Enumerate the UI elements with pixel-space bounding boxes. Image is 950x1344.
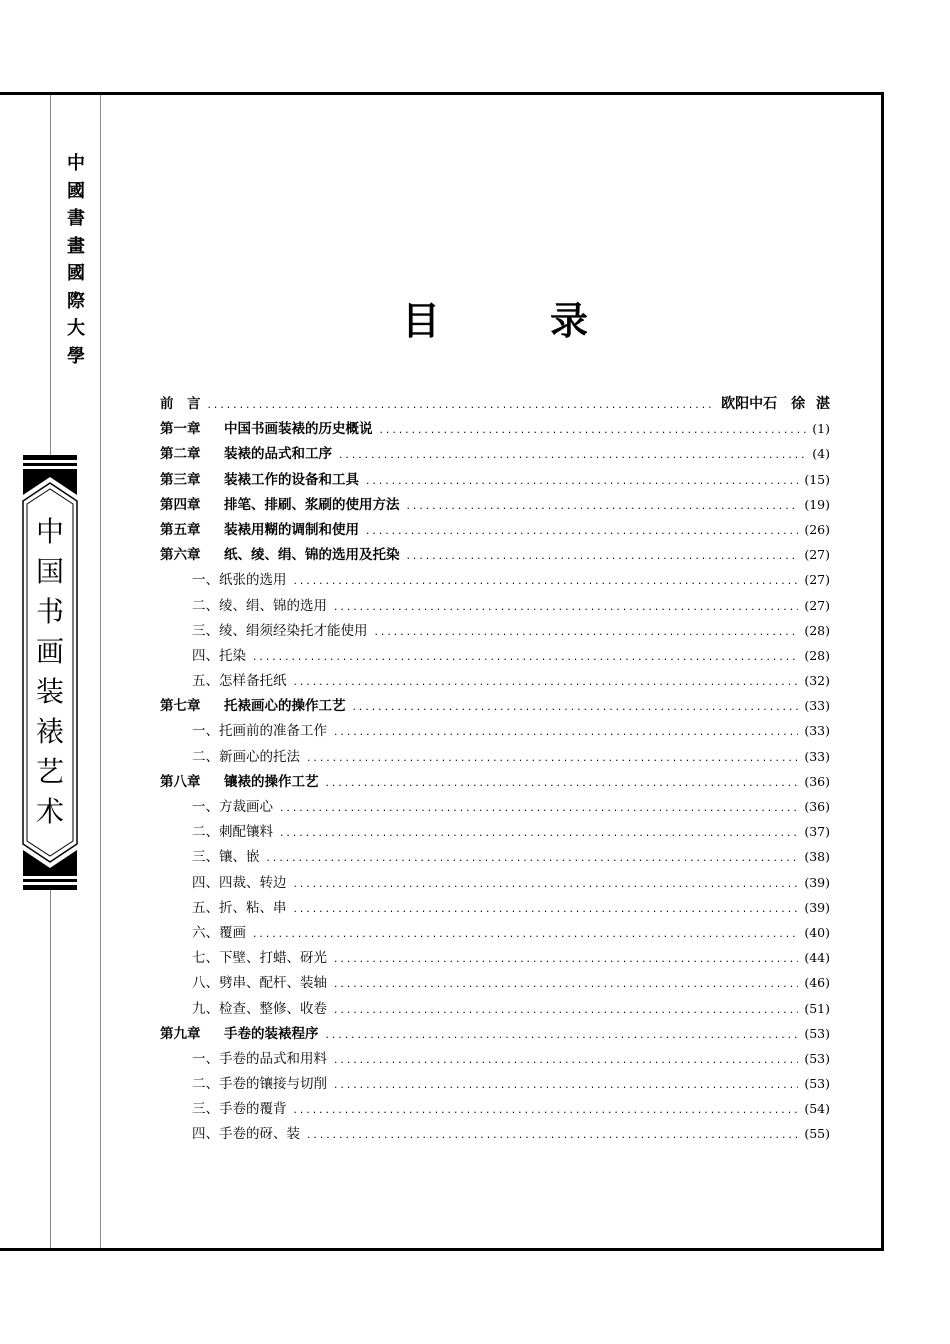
- spine-char: 國: [67, 180, 85, 202]
- toc-page-number: (39): [804, 899, 830, 915]
- spine-char: 國: [67, 263, 85, 284]
- toc-section-row: [160, 971, 830, 996]
- toc-leader-dots: [374, 628, 799, 638]
- toc-leader-dots: [333, 1006, 798, 1016]
- toc-leader-dots: [338, 451, 806, 461]
- toc-entry-title: 二、手卷的镶接与切削: [192, 1076, 327, 1093]
- emblem-char: 国: [35, 555, 64, 588]
- toc-page-number: (26): [804, 521, 830, 537]
- toc-section-row: [160, 745, 830, 770]
- toc-chapter-number: 第七章: [160, 698, 201, 715]
- toc-entry-title: 装裱用糊的调制和使用: [224, 521, 359, 538]
- toc-page-number: (27): [804, 572, 830, 588]
- toc-page-number: (33): [804, 723, 830, 739]
- toc-entry-title: 一、托画前的准备工作: [192, 723, 327, 740]
- spine-emblem: [20, 455, 80, 890]
- toc-section-row: [160, 719, 830, 744]
- toc-leader-dots: [333, 603, 798, 613]
- toc-page-number: (46): [804, 975, 830, 991]
- spine-char: 大: [67, 318, 85, 339]
- toc-chapter-number: 前 言: [160, 396, 201, 412]
- toc-section-row: [160, 845, 830, 870]
- emblem-char: 画: [35, 635, 64, 668]
- toc-chapter-row: [160, 493, 830, 518]
- toc-chapter-number: 第八章: [160, 773, 201, 790]
- toc-chapter-number: 第二章: [160, 446, 201, 463]
- toc-page-number: (27): [804, 547, 830, 563]
- toc-page-number: (54): [804, 1101, 830, 1117]
- toc-page-number: (51): [804, 1000, 830, 1016]
- toc-chapter-number: 第九章: [160, 1025, 201, 1042]
- toc-entry-title: 二、绫、绢、锦的选用: [192, 597, 327, 614]
- toc-entry-title: 一、方裁画心: [192, 799, 273, 815]
- toc-entry-title: 中国书画装裱的历史概说: [224, 421, 373, 438]
- toc-chapter-number: 第四章: [160, 496, 201, 513]
- toc-leader-dots: [406, 502, 799, 512]
- toc-page-number: (53): [804, 1025, 830, 1041]
- toc-chapter-row: [160, 442, 830, 467]
- toc-section-row: [160, 997, 830, 1022]
- toc-entry-title: 镶裱的操作工艺: [224, 773, 319, 790]
- toc-page-number: (33): [804, 698, 830, 714]
- toc-section-row: [160, 594, 830, 619]
- toc-entry-title: 装裱工作的设备和工具: [224, 471, 359, 488]
- toc-section-row: [160, 619, 830, 644]
- toc-leader-dots: [365, 527, 798, 537]
- toc-entry-title: 五、怎样备托纸: [192, 673, 287, 690]
- toc-chapter-number: 第六章: [160, 547, 201, 564]
- toc-chapter-row: [160, 694, 830, 719]
- toc-leader-dots: [325, 779, 799, 789]
- toc-leader-dots: [293, 880, 799, 890]
- toc-leader-dots: [365, 477, 798, 487]
- toc-entry-title: 四、托染: [192, 647, 246, 664]
- table-of-contents: [160, 392, 830, 1148]
- toc-section-row: [160, 946, 830, 971]
- toc-chapter-row: [160, 392, 830, 417]
- frame-top-border: [0, 92, 884, 95]
- toc-leader-dots: [266, 854, 799, 864]
- toc-leader-dots: [352, 703, 799, 713]
- toc-section-row: [160, 644, 830, 669]
- toc-chapter-row: [160, 518, 830, 543]
- toc-page-number: (32): [804, 673, 830, 689]
- spine-char: 畫: [67, 235, 85, 257]
- toc-page-number: (19): [804, 496, 830, 512]
- toc-entry-title: 八、劈串、配杆、装轴: [192, 975, 327, 992]
- toc-chapter-number: 第五章: [160, 521, 201, 538]
- toc-page-number: (55): [804, 1126, 830, 1142]
- toc-section-row: [160, 1047, 830, 1072]
- toc-leader-dots: [293, 577, 799, 587]
- toc-page-number: (53): [804, 1050, 830, 1066]
- toc-section-row: [160, 1072, 830, 1097]
- toc-page-number: (38): [804, 849, 830, 865]
- toc-entry-title: 六、覆画: [192, 924, 246, 941]
- toc-page-number: (1): [812, 421, 830, 437]
- toc-page-number: (33): [804, 748, 830, 764]
- toc-leader-dots: [293, 1106, 799, 1116]
- toc-entry-title: 二、新画心的托法: [192, 748, 300, 765]
- toc-page-number: (40): [804, 924, 830, 940]
- toc-leader-dots: [207, 401, 716, 411]
- toc-entry-title: 三、绫、绢须经染托才能使用: [192, 622, 368, 639]
- toc-leader-dots: [279, 804, 798, 814]
- emblem-char: 裱: [35, 715, 64, 748]
- toc-leader-dots: [306, 754, 798, 764]
- toc-section-row: [160, 1122, 830, 1147]
- toc-entry-title: 手卷的装裱程序: [224, 1025, 319, 1042]
- toc-entry-title: 三、手卷的覆背: [192, 1101, 287, 1118]
- toc-leader-dots: [406, 552, 799, 562]
- emblem-title: [30, 517, 70, 827]
- toc-page-number: (39): [804, 874, 830, 890]
- toc-section-row: [160, 921, 830, 946]
- toc-page-number: (27): [804, 597, 830, 613]
- spine-series-title: [62, 150, 90, 380]
- toc-chapter-row: [160, 770, 830, 795]
- toc-preface-authors: 欧阳中石 徐 湛: [721, 396, 830, 412]
- toc-leader-dots: [333, 728, 798, 738]
- toc-leader-dots: [333, 955, 798, 965]
- toc-section-row: [160, 896, 830, 921]
- spine-char: 中: [67, 153, 85, 174]
- toc-chapter-row: [160, 543, 830, 568]
- toc-leader-dots: [306, 1131, 798, 1141]
- toc-chapter-number: 第三章: [160, 471, 201, 488]
- toc-page-number: (28): [804, 622, 830, 638]
- toc-leader-dots: [325, 1031, 799, 1041]
- emblem-char: 装: [35, 675, 64, 708]
- toc-leader-dots: [333, 1056, 798, 1066]
- toc-leader-dots: [379, 426, 807, 436]
- toc-page-number: (4): [812, 446, 830, 462]
- toc-chapter-row: [160, 1022, 830, 1047]
- toc-leader-dots: [279, 829, 798, 839]
- toc-entry-title: 四、手卷的砑、装: [192, 1126, 300, 1143]
- emblem-char: 书: [35, 595, 64, 628]
- toc-section-row: [160, 568, 830, 593]
- spine-rule-right: [100, 95, 101, 1248]
- toc-section-row: [160, 871, 830, 896]
- toc-entry-title: 托裱画心的操作工艺: [224, 698, 346, 715]
- page-title: [330, 290, 660, 345]
- toc-page-number: (15): [804, 471, 830, 487]
- toc-leader-dots: [293, 905, 799, 915]
- toc-page-number: (53): [804, 1076, 830, 1092]
- toc-leader-dots: [252, 653, 798, 663]
- toc-leader-dots: [293, 678, 799, 688]
- toc-entry-title: 二、刺配镶料: [192, 824, 273, 841]
- emblem-char: 术: [35, 795, 64, 828]
- frame-right-border: [881, 92, 884, 1251]
- frame-bottom-border: [0, 1248, 884, 1251]
- emblem-char: 中: [35, 515, 64, 548]
- toc-page-number: (36): [804, 773, 830, 789]
- toc-chapter-row: [160, 468, 830, 493]
- toc-entry-title: 一、纸张的选用: [192, 572, 287, 589]
- toc-page-number: (28): [804, 647, 830, 663]
- toc-entry-title: 九、检查、整修、收卷: [192, 1000, 327, 1017]
- toc-chapter-number: 第一章: [160, 421, 201, 438]
- toc-entry-title: 排笔、排刷、浆刷的使用方法: [224, 496, 400, 513]
- toc-entry-title: 三、镶、嵌: [192, 849, 260, 866]
- toc-leader-dots: [333, 1081, 798, 1091]
- toc-entry-title: 七、下壁、打蜡、砑光: [192, 950, 327, 967]
- spine-char: 書: [67, 208, 85, 229]
- toc-section-row: [160, 1097, 830, 1122]
- toc-leader-dots: [333, 980, 798, 990]
- toc-page-number: (44): [804, 950, 830, 966]
- toc-entry-title: 五、折、粘、串: [192, 899, 287, 916]
- spine-char: 學: [67, 345, 85, 367]
- toc-page-number: (36): [804, 799, 830, 814]
- toc-section-row: [160, 820, 830, 845]
- toc-leader-dots: [252, 930, 798, 940]
- emblem-char: 艺: [35, 755, 64, 788]
- toc-chapter-row: [160, 417, 830, 442]
- title-char: 录: [550, 299, 589, 343]
- toc-entry-title: 装裱的品式和工序: [224, 446, 332, 463]
- toc-section-row: [160, 669, 830, 694]
- toc-page-number: (37): [804, 824, 830, 840]
- toc-entry-title: 四、四裁、转边: [192, 874, 287, 891]
- toc-entry-title: 一、手卷的品式和用料: [192, 1050, 327, 1067]
- toc-entry-title: 纸、绫、绢、锦的选用及托染: [224, 547, 400, 564]
- toc-section-row: [160, 795, 830, 820]
- spine-char: 際: [67, 290, 85, 312]
- title-char: 目: [401, 299, 440, 343]
